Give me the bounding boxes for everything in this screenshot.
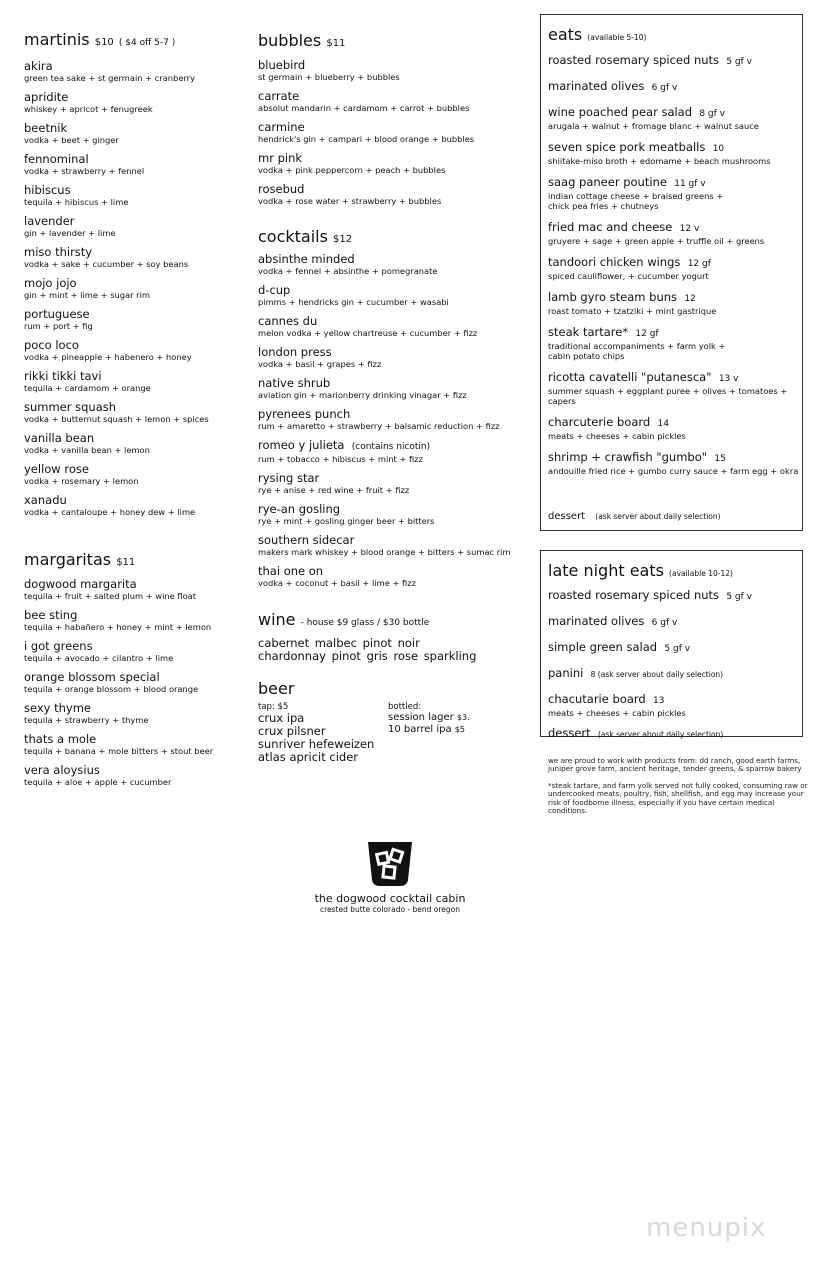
item-name: lavender — [24, 214, 75, 228]
item-desc: vodka + coconut + basil + lime + fizz — [258, 578, 416, 588]
item-desc: makers mark whiskey + blood orange + bitters + sumac rim — [258, 547, 511, 557]
item-desc: meats + cheeses + cabin pickles — [548, 431, 686, 441]
beer-bottled-list — [388, 702, 470, 735]
menu-item — [24, 59, 239, 83]
column-drinks-middle — [258, 31, 520, 772]
item-name: xanadu — [24, 493, 67, 507]
item-name: d-cup — [258, 283, 291, 297]
beer-title: beer — [258, 679, 295, 698]
item-name: fried mac and cheese — [548, 220, 673, 234]
item-price: 12 gf — [635, 329, 659, 339]
item-name-row — [548, 105, 802, 121]
item-desc: tequila + hibiscus + lime — [24, 197, 129, 207]
item-name: portuguese — [24, 307, 90, 321]
item-name: pyrenees punch — [258, 407, 351, 421]
item-name: bluebird — [258, 58, 306, 72]
dessert-item — [548, 504, 802, 523]
menu-item — [24, 462, 239, 486]
item-name: summer squash — [24, 400, 117, 414]
item-desc: traditional accompaniments + farm yolk + cabin potato chips — [548, 341, 726, 361]
menu-item — [258, 345, 520, 369]
item-price: 6 gf v — [651, 83, 678, 93]
menu-item — [24, 639, 239, 663]
cocktails-list — [258, 252, 520, 588]
menu-item — [258, 564, 520, 588]
dessert-name: dessert — [548, 511, 586, 522]
footnotes — [548, 757, 810, 815]
item-desc: gin + lavender + lime — [24, 228, 116, 238]
item-name: poco loco — [24, 338, 79, 352]
eats-note: (available 5-10) — [587, 33, 647, 42]
menu-item — [548, 53, 802, 69]
menu-item — [258, 252, 520, 276]
item-name-row — [548, 175, 802, 191]
menu-item — [24, 763, 239, 787]
cocktails-price: $12 — [333, 234, 353, 245]
menu-item — [548, 290, 802, 316]
beer-item: atlas apricit cider — [258, 750, 359, 764]
item-name-row — [548, 220, 802, 236]
beer-tap-list — [258, 702, 374, 764]
bubbles-title: bubbles — [258, 31, 322, 50]
martinis-header — [24, 30, 239, 49]
item-name: tandoori chicken wings — [548, 255, 681, 269]
menu-item — [258, 502, 520, 526]
item-desc: rye + anise + red wine + fruit + fizz — [258, 485, 410, 495]
item-desc: vodka + pineapple + habenero + honey — [24, 352, 192, 362]
item-name: roasted rosemary spiced nuts — [548, 53, 720, 67]
wine-header — [258, 610, 520, 629]
item-name-row — [548, 450, 802, 466]
beer-item: crux pilsner — [258, 724, 326, 738]
item-name-row — [258, 438, 520, 454]
item-desc: tequila + habañero + honey + mint + lemon — [24, 622, 212, 632]
menu-item — [258, 89, 520, 113]
item-price: 5 gf v — [726, 592, 752, 602]
menu-item — [24, 493, 239, 517]
item-name-row — [548, 692, 802, 708]
menu-item — [24, 276, 239, 300]
menu-item — [24, 369, 239, 393]
item-desc: tequila + strawberry + thyme — [24, 715, 149, 725]
late-night-box — [540, 550, 803, 740]
bottled-name: 10 barrel ipa — [388, 723, 452, 735]
item-name: vera aloysius — [24, 763, 100, 777]
item-desc: vodka + rosemary + lemon — [24, 476, 139, 486]
item-price: 5 gf v — [664, 644, 691, 654]
item-price: 8 gf v — [699, 109, 725, 119]
menu-item — [24, 307, 239, 331]
menu-item — [548, 140, 802, 166]
item-desc: roast tomato + tzatziki + mint gastrique — [548, 306, 717, 316]
menu-item — [548, 614, 802, 630]
wine-title: wine — [258, 610, 296, 629]
item-price: 14 — [657, 419, 669, 429]
item-desc: tequila + avocado + cilantro + lime — [24, 653, 174, 663]
item-name: mojo jojo — [24, 276, 77, 290]
item-desc: vodka + rose water + strawberry + bubbles — [258, 196, 442, 206]
menu-item — [548, 640, 802, 656]
menu-item — [258, 151, 520, 175]
item-name: panini — [548, 666, 584, 680]
beer-item: crux ipa — [258, 711, 305, 725]
item-desc: tequila + orange blossom + blood orange — [24, 684, 199, 694]
item-name: dogwood margarita — [24, 577, 137, 591]
item-name: rikki tikki tavi — [24, 369, 102, 383]
menu-item — [24, 577, 239, 601]
item-name: sexy thyme — [24, 701, 92, 715]
menu-item — [258, 182, 520, 206]
menu-item — [24, 400, 239, 424]
eats-list — [548, 53, 802, 523]
item-name: romeo y julieta — [258, 438, 345, 452]
item-price: (ask server about daily selection) — [597, 730, 724, 739]
item-desc: rum + port + fig — [24, 321, 93, 331]
item-name: miso thirsty — [24, 245, 93, 259]
item-name: charcuterie board — [548, 415, 651, 429]
menu-item — [258, 314, 520, 338]
item-name: wine poached pear salad — [548, 105, 693, 119]
item-name: native shrub — [258, 376, 331, 390]
menu-item — [258, 283, 520, 307]
item-name-row — [548, 415, 802, 431]
menu-item — [258, 438, 520, 464]
bottled-price: $3. — [456, 713, 470, 722]
item-desc: tequila + cardamom + orange — [24, 383, 151, 393]
footnote-warning: *steak tartare, and farm yolk served not fully cooked, consuming raw or undercooked meats, poultry, fish, shellfish, and egg may increase your risk of foodborne illness, especially if you have certain medical conditions. — [548, 780, 808, 816]
menu-item — [24, 183, 239, 207]
item-desc: indian cottage cheese + braised greens + chick pea fries + chutneys — [548, 191, 724, 211]
item-name: hibiscus — [24, 183, 71, 197]
bottled-item — [388, 712, 470, 724]
item-name: roasted rosemary spiced nuts — [548, 588, 720, 602]
late-night-list — [548, 588, 802, 742]
menu-item — [548, 588, 802, 604]
item-desc: aviation gin + marionberry drinking vinagar + fizz — [258, 390, 467, 400]
menu-item — [548, 105, 802, 131]
martinis-title: martinis — [24, 30, 90, 49]
beer-lists — [258, 702, 520, 772]
wine-reds: cabernet malbec pinot noir — [258, 636, 420, 650]
beer-bottled-label: bottled: — [388, 702, 422, 712]
item-desc: rum + tobacco + hibiscus + mint + fizz — [258, 454, 423, 464]
menu-item — [548, 175, 802, 211]
item-desc: vodka + fennel + absinthe + pomegranate — [258, 266, 438, 276]
item-price: 6 gf v — [651, 618, 678, 628]
item-name: beetnik — [24, 121, 68, 135]
item-name: rysing star — [258, 471, 320, 485]
item-name: dessert — [548, 726, 591, 740]
martinis-list — [24, 59, 239, 517]
item-name: saag paneer poutine — [548, 175, 667, 189]
item-desc: st germain + blueberry + bubbles — [258, 72, 400, 82]
menu-item — [548, 370, 802, 406]
item-desc: vodka + sake + cucumber + soy beans — [24, 259, 189, 269]
cocktails-title: cocktails — [258, 227, 328, 246]
item-desc: green tea sake + st germain + cranberry — [24, 73, 196, 83]
item-desc: shiitake-miso broth + edomame + beach mushrooms — [548, 156, 771, 166]
menu-item — [258, 376, 520, 400]
item-desc: vodka + pink peppercorn + peach + bubbles — [258, 165, 446, 175]
item-name: cannes du — [258, 314, 318, 328]
menu-item — [258, 120, 520, 144]
item-name: bee sting — [24, 608, 78, 622]
item-name: akira — [24, 59, 53, 73]
dessert-note: (ask server about daily selection) — [595, 512, 721, 521]
margaritas-header — [24, 550, 239, 569]
item-desc: vodka + strawberry + fennel — [24, 166, 145, 176]
item-desc: hendrick's gin + campari + blood orange + bubbles — [258, 134, 475, 144]
late-night-note: (available 10-12) — [669, 569, 733, 578]
item-name-row — [548, 290, 802, 306]
martinis-note: ( $4 off 5-7 ) — [118, 38, 176, 48]
margaritas-price: $11 — [116, 557, 136, 568]
wine-note: - house $9 glass / $30 bottle — [300, 618, 430, 628]
menu-item — [258, 471, 520, 495]
beer-item: sunriver hefeweizen — [258, 737, 375, 751]
item-name-row — [548, 325, 802, 341]
item-name: fennominal — [24, 152, 89, 166]
menu-item — [548, 79, 802, 95]
item-price: 13 v — [718, 374, 739, 384]
item-desc: tequila + fruit + salted plum + wine float — [24, 591, 197, 601]
late-night-header — [548, 561, 802, 580]
item-name: mr pink — [258, 151, 303, 165]
item-name-row — [548, 370, 802, 386]
item-desc: melon vodka + yellow chartreuse + cucumber + fizz — [258, 328, 478, 338]
item-desc: vodka + beet + ginger — [24, 135, 119, 145]
menu-item — [24, 90, 239, 114]
menupix-watermark: menupix — [646, 1213, 767, 1243]
cocktail-glass-logo-icon — [364, 840, 416, 888]
margaritas-list — [24, 577, 239, 787]
menu-item — [258, 533, 520, 557]
beer-tap-label: tap: $5 — [258, 702, 289, 712]
menu-item — [24, 732, 239, 756]
logo-block — [300, 840, 480, 914]
item-note: (contains nicotin) — [351, 442, 431, 452]
item-desc: tequila + banana + mole bitters + stout beer — [24, 746, 214, 756]
item-name: thai one on — [258, 564, 324, 578]
menu-item — [548, 726, 802, 742]
menu-item — [548, 220, 802, 246]
menu-item — [548, 415, 802, 441]
bubbles-header — [258, 31, 520, 50]
item-name-row — [548, 140, 802, 156]
menu-item — [548, 255, 802, 281]
item-name: chacutarie board — [548, 692, 646, 706]
logo-name: the dogwood cocktail cabin — [314, 892, 466, 905]
item-name: carmine — [258, 120, 305, 134]
item-desc: whiskey + apricot + fenugreek — [24, 104, 153, 114]
item-name: marinated olives — [548, 614, 645, 628]
item-name: yellow rose — [24, 462, 89, 476]
menu-item — [548, 666, 802, 682]
bubbles-price: $11 — [326, 38, 346, 49]
item-price: 13 — [653, 696, 665, 706]
item-name-row — [548, 53, 802, 69]
bottled-item — [388, 724, 470, 736]
item-name: simple green salad — [548, 640, 658, 654]
item-price: 5 gf v — [726, 57, 752, 67]
item-price: 8 (ask server about daily selection) — [590, 670, 724, 679]
item-price: 10 — [712, 144, 725, 154]
item-name: lamb gyro steam buns — [548, 290, 678, 304]
item-name: steak tartare* — [548, 325, 629, 339]
martinis-price: $10 — [94, 37, 114, 48]
menu-item — [24, 338, 239, 362]
item-desc: arugala + walnut + fromage blanc + walnut sauce — [548, 121, 759, 131]
wine-whites: chardonnay pinot gris rose sparkling — [258, 649, 477, 663]
item-name: i got greens — [24, 639, 93, 653]
menu-item — [24, 431, 239, 455]
wine-section — [258, 610, 520, 663]
menu-item — [24, 121, 239, 145]
item-price: 11 gf v — [674, 179, 706, 189]
item-desc: vodka + butternut squash + lemon + spices — [24, 414, 209, 424]
item-desc: absolut mandarin + cardamom + carrot + bubbles — [258, 103, 470, 113]
eats-header — [548, 25, 802, 44]
menu-item — [24, 701, 239, 725]
bubbles-list — [258, 58, 520, 206]
item-name: marinated olives — [548, 79, 645, 93]
item-price: 12 v — [679, 224, 700, 234]
item-name: ricotta cavatelli "putanesca" — [548, 370, 712, 384]
logo-locations: crested butte colorado - bend oregon — [319, 905, 461, 914]
item-name: rye-an gosling — [258, 502, 341, 516]
item-name: vanilla bean — [24, 431, 95, 445]
item-price: 12 — [684, 294, 696, 304]
beer-section — [258, 680, 520, 772]
item-desc: summer squash + eggplant puree + olives + tomatoes + capers — [548, 386, 788, 406]
item-desc: pimms + hendricks gin + cucumber + wasabi — [258, 297, 449, 307]
eats-box — [540, 14, 803, 531]
menu-item — [24, 245, 239, 269]
item-desc: vodka + basil + grapes + fizz — [258, 359, 382, 369]
bottled-name: session lager — [388, 712, 454, 723]
item-name: absinthe minded — [258, 252, 355, 266]
item-desc: tequila + aloe + apple + cucumber — [24, 777, 172, 787]
menu-item — [548, 450, 802, 476]
item-name: apriditе — [24, 90, 69, 104]
eats-title: eats — [548, 25, 583, 44]
item-desc: spiced cauliflower, + cucumber yogurt — [548, 271, 709, 281]
cocktails-header — [258, 227, 520, 246]
item-name: shrimp + crawfish "gumbo" — [548, 450, 708, 464]
menu-item — [24, 670, 239, 694]
item-name: carrate — [258, 89, 300, 103]
item-name-row — [548, 255, 802, 271]
bottled-price: $5 — [454, 724, 465, 734]
item-desc: vodka + cantaloupe + honey dew + lime — [24, 507, 196, 517]
margaritas-title: margaritas — [24, 550, 112, 569]
item-price: 15 — [714, 454, 726, 464]
item-price: 12 gf — [687, 259, 711, 269]
item-desc: gin + mint + lime + sugar rim — [24, 290, 150, 300]
item-name: southern sidecar — [258, 533, 355, 547]
item-name: thats a mole — [24, 732, 97, 746]
item-desc: gruyere + sage + green apple + truffle oil + greens — [548, 236, 765, 246]
menu-item — [24, 608, 239, 632]
item-desc: andouille fried rice + gumbo curry sauce + farm egg + okra — [548, 466, 799, 476]
item-desc: rum + amaretto + strawberry + balsamic reduction + fizz — [258, 421, 500, 431]
late-night-title: late night eats — [548, 561, 664, 580]
menu-item — [24, 152, 239, 176]
item-desc: rye + mint + gosling ginger beer + bitters — [258, 516, 435, 526]
footnote-products: we are proud to work with products from: dd ranch, good earth farms, juniper grove farm, ancient heritage, tender greens, & sparrow bakery — [548, 756, 802, 774]
item-name: rosebud — [258, 182, 305, 196]
menu-item — [24, 214, 239, 238]
menu-item — [258, 407, 520, 431]
item-name: seven spice pork meatballs — [548, 140, 706, 154]
menu-item — [258, 58, 520, 82]
item-desc: meats + cheeses + cabin pickles — [548, 708, 686, 718]
menu-item — [548, 692, 802, 718]
item-name: london press — [258, 345, 332, 359]
item-name: orange blossom special — [24, 670, 160, 684]
item-desc: vodka + vanilla bean + lemon — [24, 445, 150, 455]
column-drinks-left — [24, 30, 239, 787]
item-name-row — [548, 79, 802, 95]
menu-item — [548, 325, 802, 361]
